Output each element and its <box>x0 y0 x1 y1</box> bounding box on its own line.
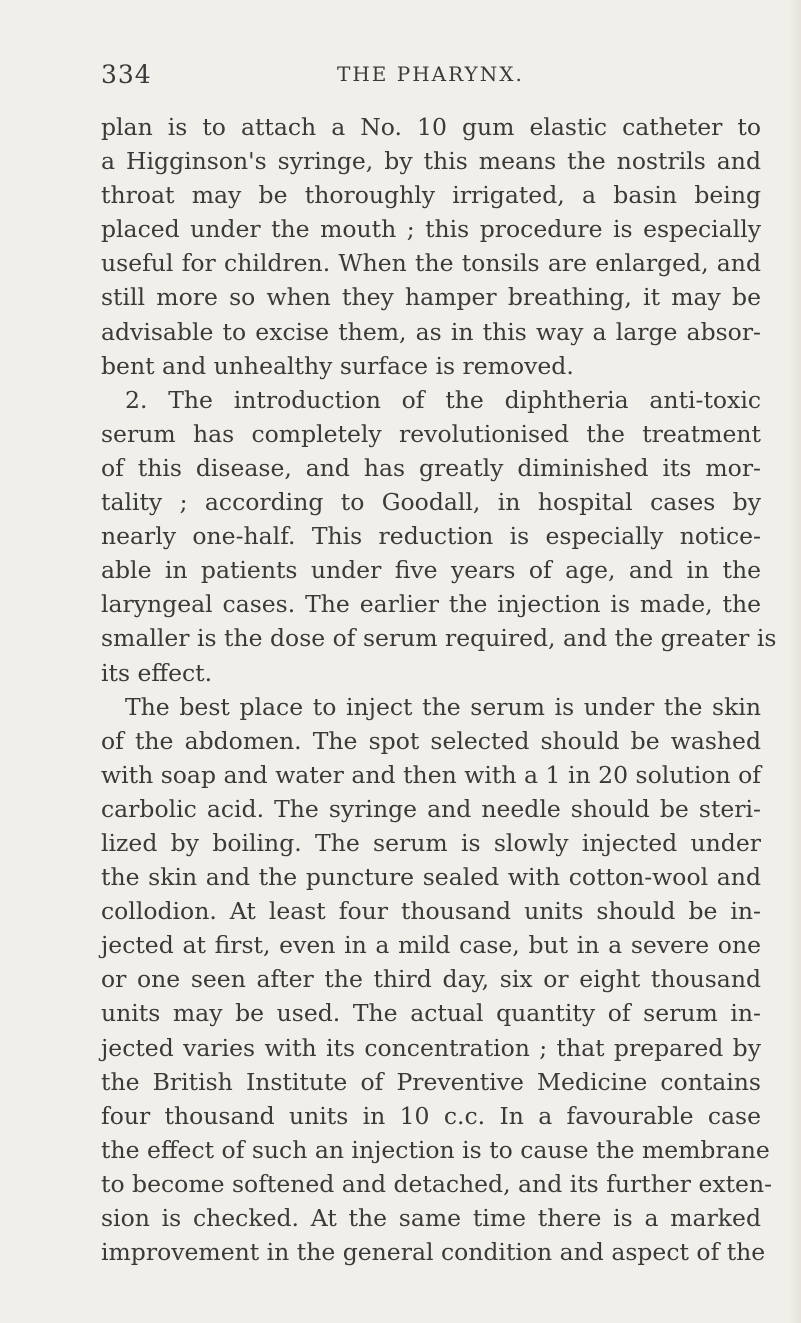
text-line: jected varies with its concentration ; that prepared by <box>101 1033 761 1062</box>
text-line: able in patients under five years of age, and in the <box>101 556 761 585</box>
body-text <box>101 110 777 1269</box>
paragraph-start-line: 2. The introduction of the diphtheria anti-toxic <box>125 385 761 414</box>
text-line: useful for children. When the tonsils are enlarged, and <box>101 249 761 278</box>
text-line: smaller is the dose of serum required, and the greater is <box>101 624 777 653</box>
text-line: its effect. <box>101 658 213 687</box>
text-line: units may be used. The actual quantity of serum in- <box>101 999 761 1028</box>
text-line: of this disease, and has greatly diminished its mor- <box>101 453 761 482</box>
text-line: the effect of such an injection is to cause the membrane <box>101 1135 770 1164</box>
text-line: to become softened and detached, and its further exten- <box>101 1169 773 1198</box>
text-line: lized by boiling. The serum is slowly injected under <box>101 828 761 857</box>
text-line: tality ; according to Goodall, in hospital cases by <box>101 488 761 517</box>
running-head <box>101 58 761 98</box>
text-line: sion is checked. At the same time there is a marked <box>101 1204 761 1232</box>
text-line: laryngeal cases. The earlier the injection is made, the <box>101 590 761 619</box>
text-line: the British Institute of Preventive Medicine contains <box>101 1067 761 1096</box>
text-line: serum has completely revolutionised the treatment <box>101 419 761 448</box>
running-title: THE PHARYNX. <box>337 62 524 86</box>
text-line: advisable to excise them, as in this way a large absor- <box>101 317 761 346</box>
text-line: bent and unhealthy surface is removed. <box>101 351 574 380</box>
text-line: plan is to attach a No. 10 gum elastic catheter to <box>101 113 761 141</box>
page-edge-shadow <box>789 0 801 1323</box>
text-line: placed under the mouth ; this procedure is especially <box>101 215 761 244</box>
text-line: collodion. At least four thousand units should be in- <box>101 897 761 926</box>
text-line: improvement in the general condition and aspect of the <box>101 1238 766 1267</box>
text-line: carbolic acid. The syringe and needle should be steri- <box>101 794 761 823</box>
text-line: nearly one-half. This reduction is especially notice- <box>101 522 761 551</box>
text-line: four thousand units in 10 c.c. In a favourable case <box>101 1101 761 1130</box>
text-line: still more so when they hamper breathing, it may be <box>101 283 761 312</box>
text-line: throat may be thoroughly irrigated, a basin being <box>101 181 761 210</box>
paragraph-start-line: The best place to inject the serum is under the skin <box>125 692 761 721</box>
text-line: a Higginson's syringe, by this means the nostrils and <box>101 147 761 176</box>
text-line: the skin and the puncture sealed with cotton-wool and <box>101 863 761 892</box>
text-line: with soap and water and then with a 1 in 20 solution of <box>101 760 761 789</box>
text-line: of the abdomen. The spot selected should be washed <box>101 726 761 755</box>
text-line: jected at first, even in a mild case, but in a severe one <box>101 931 761 960</box>
text-line: or one seen after the third day, six or eight thousand <box>101 965 761 994</box>
page-number: 334 <box>101 60 152 89</box>
